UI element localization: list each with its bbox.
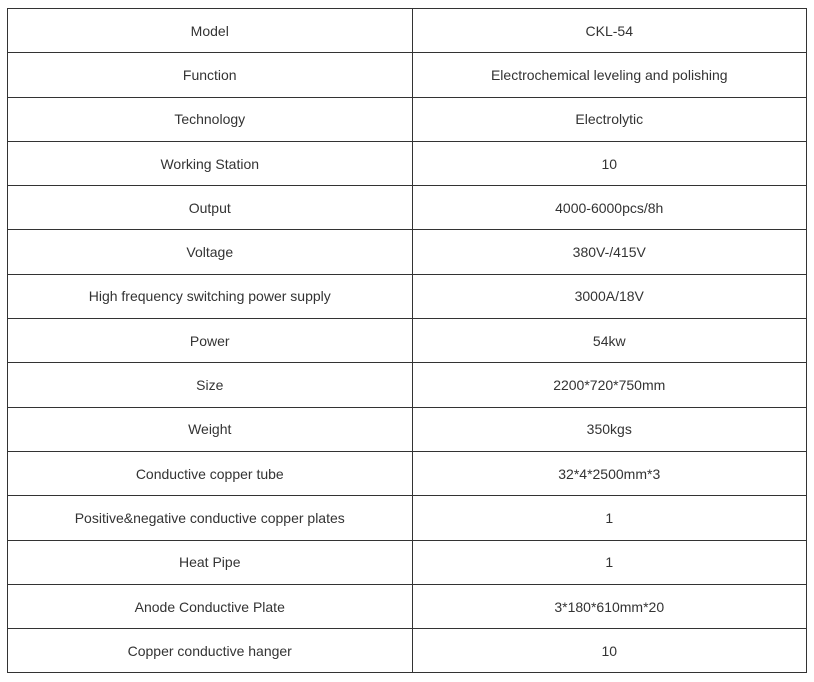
row-label: Voltage	[8, 230, 413, 274]
table-row	[8, 186, 807, 230]
row-value: 350kgs	[412, 407, 807, 451]
table-row	[8, 540, 807, 584]
table-row	[8, 407, 807, 451]
row-value: 2200*720*750mm	[412, 363, 807, 407]
row-label: Power	[8, 319, 413, 363]
row-value: 54kw	[412, 319, 807, 363]
row-value: Electrolytic	[412, 97, 807, 141]
row-label: Output	[8, 186, 413, 230]
row-label: High frequency switching power supply	[8, 274, 413, 318]
row-value: 3*180*610mm*20	[412, 584, 807, 628]
row-value: CKL-54	[412, 9, 807, 53]
row-label: Heat Pipe	[8, 540, 413, 584]
spec-table-body	[8, 9, 807, 673]
spec-table	[7, 8, 807, 673]
table-row	[8, 319, 807, 363]
table-row	[8, 629, 807, 673]
row-value: Electrochemical leveling and polishing	[412, 53, 807, 97]
row-label: Function	[8, 53, 413, 97]
row-label: Copper conductive hanger	[8, 629, 413, 673]
row-label: Conductive copper tube	[8, 451, 413, 495]
row-value: 4000-6000pcs/8h	[412, 186, 807, 230]
row-value: 1	[412, 540, 807, 584]
row-label: Model	[8, 9, 413, 53]
table-row	[8, 53, 807, 97]
table-row	[8, 97, 807, 141]
table-row	[8, 274, 807, 318]
table-row	[8, 584, 807, 628]
row-label: Working Station	[8, 141, 413, 185]
row-value: 10	[412, 629, 807, 673]
row-value: 32*4*2500mm*3	[412, 451, 807, 495]
row-label: Positive&negative conductive copper plates	[8, 496, 413, 540]
row-label: Weight	[8, 407, 413, 451]
table-row	[8, 230, 807, 274]
table-row	[8, 496, 807, 540]
row-label: Anode Conductive Plate	[8, 584, 413, 628]
table-row	[8, 451, 807, 495]
row-label: Technology	[8, 97, 413, 141]
row-value: 10	[412, 141, 807, 185]
table-row	[8, 363, 807, 407]
row-value: 1	[412, 496, 807, 540]
table-row	[8, 141, 807, 185]
row-value: 380V-/415V	[412, 230, 807, 274]
table-row	[8, 9, 807, 53]
row-label: Size	[8, 363, 413, 407]
row-value: 3000A/18V	[412, 274, 807, 318]
